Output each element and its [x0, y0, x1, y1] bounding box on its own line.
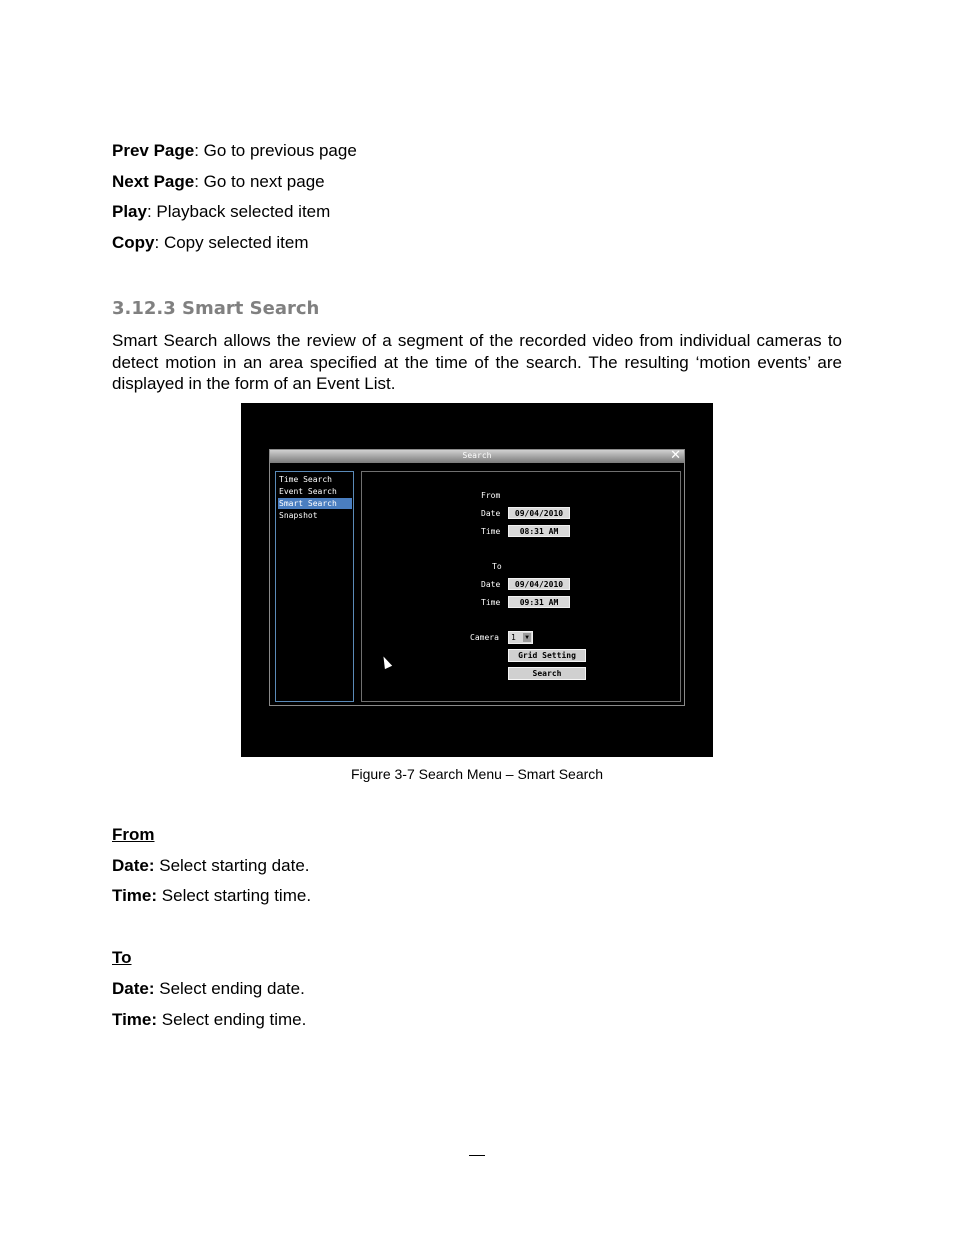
def-term: Play	[112, 202, 147, 221]
to-time-desc	[112, 1010, 306, 1030]
def-copy	[112, 233, 309, 253]
search-button[interactable]: Search	[508, 667, 586, 680]
from-section-title: From	[112, 825, 155, 844]
to-section-title: To	[112, 948, 132, 967]
smart-search-panel	[361, 471, 681, 702]
def-desc: : Go to previous page	[194, 141, 357, 160]
def-play	[112, 202, 330, 222]
from-time-label: Time	[481, 527, 501, 536]
from-time-desc	[112, 886, 311, 906]
def-desc: : Playback selected item	[146, 202, 331, 221]
menu-item-smart-search[interactable]: Smart Search	[278, 498, 352, 509]
def-desc: : Go to next page	[194, 172, 325, 191]
def-term: Copy	[112, 233, 155, 252]
grid-setting-button[interactable]: Grid Setting	[508, 649, 586, 662]
camera-select-value: 1	[511, 633, 516, 642]
to-date-field[interactable]: 09/04/2010	[508, 578, 570, 590]
search-type-menu	[275, 471, 354, 702]
from-label: From	[481, 491, 501, 500]
def-prev-page	[112, 141, 357, 161]
camera-label: Camera	[470, 633, 499, 642]
chevron-down-icon: ▼	[523, 633, 531, 642]
page-number-divider	[469, 1155, 485, 1156]
to-date-label: Date	[481, 580, 501, 589]
def-next-page	[112, 172, 325, 192]
menu-item-time-search[interactable]: Time Search	[279, 475, 332, 484]
menu-item-event-search[interactable]: Event Search	[279, 487, 337, 496]
figure-caption: Figure 3-7 Search Menu – Smart Search	[350, 766, 604, 782]
dialog-title: Search	[462, 451, 492, 460]
dialog-titlebar	[270, 450, 684, 463]
from-date-field[interactable]: 09/04/2010	[508, 507, 570, 519]
def-desc: Select starting date.	[154, 856, 310, 875]
def-desc: Select ending time.	[157, 1010, 307, 1029]
def-desc: Select starting time.	[157, 886, 312, 905]
from-date-label: Date	[481, 509, 501, 518]
to-time-label: Time	[481, 598, 501, 607]
to-label: To	[492, 562, 502, 571]
menu-item-snapshot[interactable]: Snapshot	[279, 511, 318, 520]
section-heading: 3.12.3 Smart Search	[112, 298, 320, 319]
section-paragraph: Smart Search allows the review of a segment of the recorded video from individual cameras to detect motion in an area specified at the time of the search. The resulting ‘motion events’ are displayed in the form of an Event List.	[112, 331, 842, 393]
def-term: Prev Page	[112, 141, 195, 160]
def-term: Next Page	[112, 172, 195, 191]
def-desc: : Copy selected item	[154, 233, 309, 252]
def-term: Time:	[112, 886, 158, 905]
figure-screenshot	[241, 403, 713, 757]
camera-select[interactable]	[508, 631, 533, 644]
def-term: Date:	[112, 979, 155, 998]
close-icon[interactable]: ✕	[670, 448, 681, 463]
def-desc: Select ending date.	[154, 979, 305, 998]
from-date-desc	[112, 856, 310, 876]
to-date-desc	[112, 979, 305, 999]
def-term: Date:	[112, 856, 155, 875]
from-time-field[interactable]: 08:31 AM	[508, 525, 570, 537]
def-term: Time:	[112, 1010, 158, 1029]
to-time-field[interactable]: 09:31 AM	[508, 596, 570, 608]
search-dialog	[269, 449, 685, 706]
